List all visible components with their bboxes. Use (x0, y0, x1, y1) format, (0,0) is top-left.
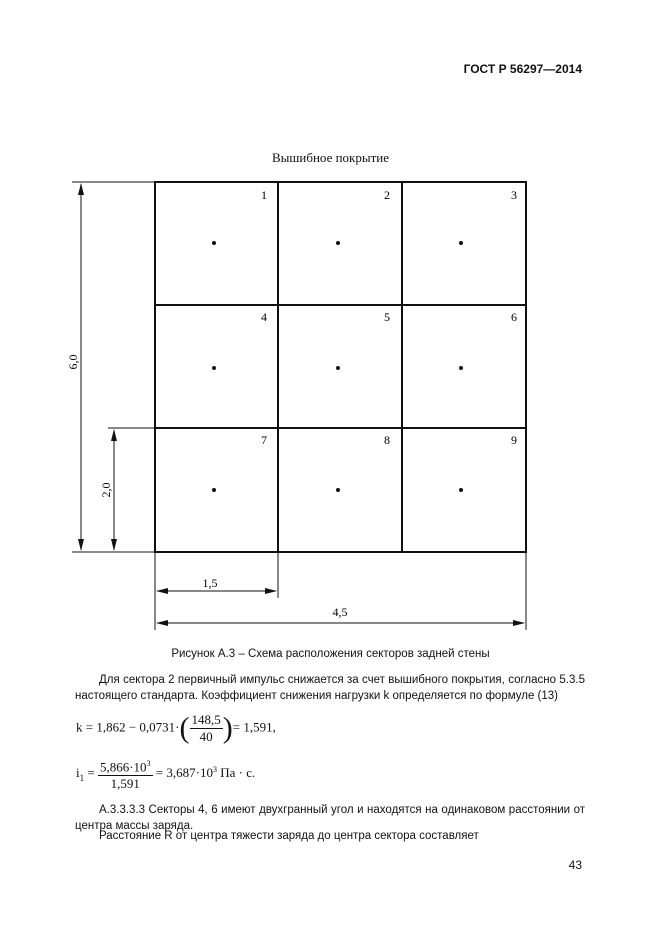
paragraph-impulse: Для сектора 2 первичный импульс снижается за счет вышибного покрытия, согласно 5.3.5 настоящего стандарта. Коэффициент снижения нагрузки k определяется по формуле (13) (75, 674, 585, 702)
sector-center-9 (459, 488, 463, 492)
figure-title: Вышибное покрытие (271, 150, 390, 165)
sector-center-1 (212, 241, 216, 245)
dim-label-width-col: 1,5 (202, 576, 218, 590)
sector-center-2 (336, 241, 340, 245)
sector-label-6: 6 (511, 310, 517, 324)
numerator-exponent: 3 (146, 759, 151, 768)
paren-close: ) (222, 711, 233, 745)
document-code: ГОСТ Р 56297—2014 (463, 62, 582, 76)
sector-label-7: 7 (261, 433, 267, 447)
dim-label-height-total: 6,0 (66, 354, 80, 370)
figure-caption: Рисунок А.3 – Схема расположения секторов задней стены (171, 648, 490, 660)
formula-impulse-denominator: 1,591 (110, 776, 140, 792)
sector-label-8: 8 (384, 433, 390, 447)
paragraph-sectors: А.3.3.3.3 Секторы 4, 6 имеют двухгранный угол и находятся на одинаковом расстоянии от центра массы заряда. (75, 804, 585, 832)
formula-k-fraction (190, 712, 223, 745)
grid-frame (155, 182, 526, 552)
dim-label-height-row: 2,0 (99, 482, 113, 498)
page-number: 43 (568, 858, 582, 872)
sector-label-4: 4 (261, 310, 267, 324)
formula-k-numerator: 148,5 (191, 712, 221, 727)
paragraph-distance: Расстояние R от центра тяжести заряда до центра сектора составляет (99, 830, 479, 842)
arrow-left-icon (156, 620, 168, 626)
sector-label-5: 5 (384, 310, 390, 324)
formula-impulse-var: i (76, 765, 80, 781)
formula-k-denominator: 40 (199, 729, 213, 744)
formula-impulse-fraction (98, 756, 153, 792)
arrow-right-icon (265, 588, 277, 594)
sector-center-4 (212, 366, 216, 370)
formula-impulse-rhs-exp: 3 (212, 764, 217, 774)
arrow-up-icon (78, 183, 84, 195)
paren-open: ( (179, 711, 190, 745)
sector-center-8 (336, 488, 340, 492)
formula-impulse (76, 756, 255, 792)
dim-label-width-total: 4,5 (332, 605, 348, 619)
formula-k-lhs: k = 1,862 − 0,0731· (76, 719, 180, 735)
sector-center-7 (212, 488, 216, 492)
sector-label-3: 3 (511, 188, 517, 202)
arrow-left-icon (156, 588, 168, 594)
arrow-down-icon (78, 539, 84, 551)
sector-label-2: 2 (384, 188, 390, 202)
sector-center-6 (459, 366, 463, 370)
arrow-right-icon (513, 620, 525, 626)
sector-center-3 (459, 241, 463, 245)
sector-label-1: 1 (261, 188, 267, 202)
formula-impulse-rhs: = 3,687·10 (155, 765, 213, 781)
formula-equals: = (87, 765, 95, 781)
formula-k (76, 712, 276, 745)
arrow-up-icon (111, 429, 117, 441)
numerator-base: 5,866·10 (99, 759, 147, 775)
formula-impulse-unit: Па · с. (220, 765, 256, 781)
arrow-down-icon (111, 539, 117, 551)
formula-impulse-sub: 1 (79, 772, 85, 783)
formula-impulse-numerator (98, 756, 153, 776)
formula-k-rhs: = 1,591, (232, 719, 276, 735)
sector-label-9: 9 (511, 433, 517, 447)
sector-center-5 (336, 366, 340, 370)
